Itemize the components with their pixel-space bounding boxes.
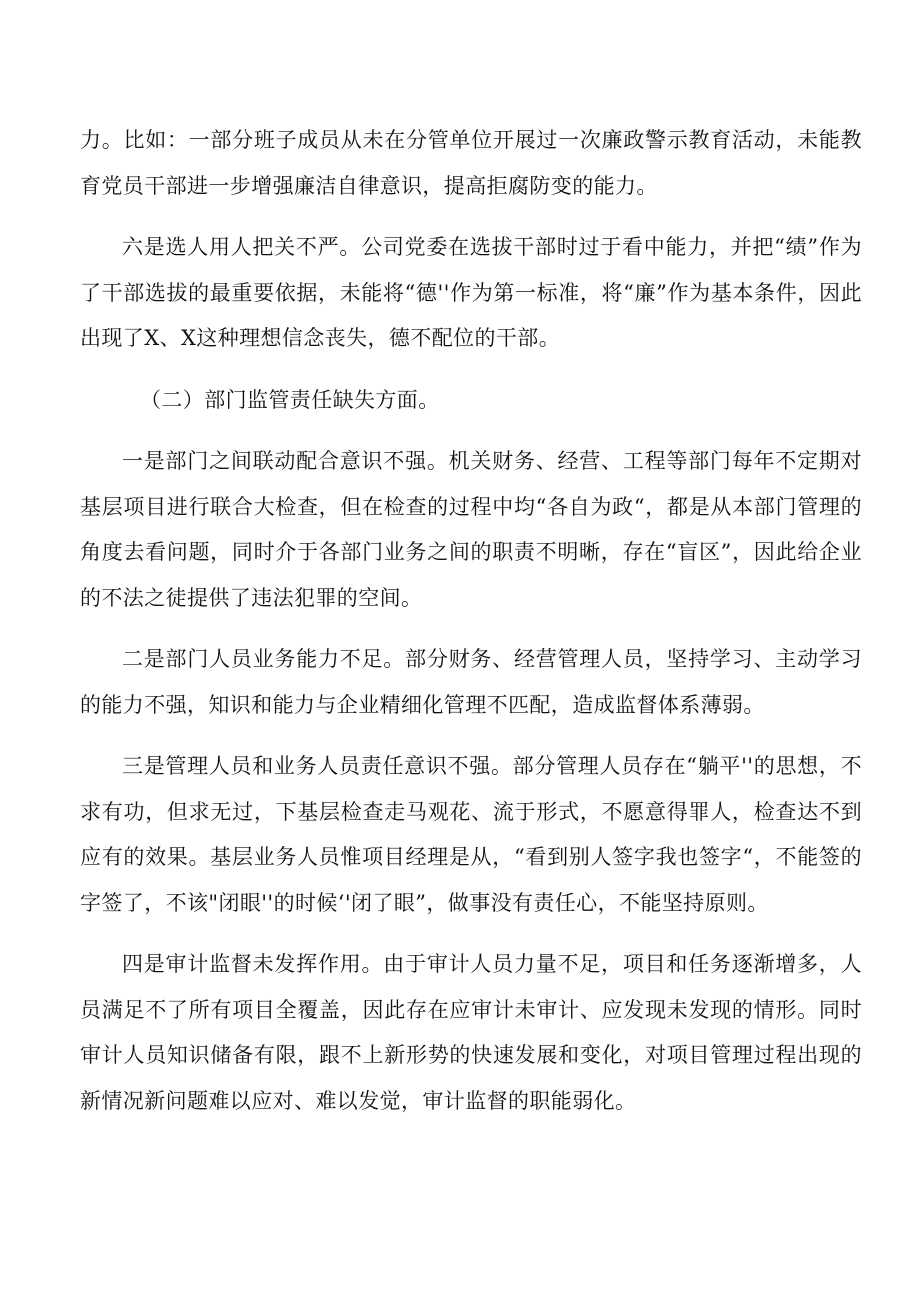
paragraph-point-four: 四是审计监督未发挥作用。由于审计人员力量不足，项目和任务逐渐增多，人员满足不了所有项目全覆盖，因此存在应审计未审计、应发现未发现的情形。同时审计人员知识储备有限，跟不上新形势的快速发展和变化，对项目管理过程出现的新情况新问题难以应对、难以发觉，审计监督的职能弱化。 (80, 952, 862, 1113)
paragraph-point-three: 三是管理人员和业务人员责任意识不强。部分管理人员存在“躺平''的思想，不求有功，但求无过，下基层检查走马观花、流于形式，不愿意得罪人，检查达不到应有的效果。基层业务人员惟项目经理是从，“看到别人签字我也签字“，不能签的字签了，不该"闭眼''的时候‘'闭了眼”，做事没有责任心，不能坚持原则。 (80, 754, 862, 915)
paragraph-point-two: 二是部门人员业务能力不足。部分财务、经营管理人员，坚持学习、主动学习的能力不强，知识和能力与企业精细化管理不匹配，造成监督体系薄弱。 (80, 647, 862, 717)
paragraph-point-one: 一是部门之间联动配合意识不强。机关财务、经营、工程等部门每年不定期对基层项目进行联合大检查，但在检查的过程中均“各自为政“，都是从本部门管理的角度去看问题，同时介于各部门业务之间的职责不明晰，存在“盲区”，因此给企业的不法之徒提供了违法犯罪的空间。 (80, 449, 862, 610)
section-heading: （二）部门监管责任缺失方面。 (140, 387, 440, 412)
document-body (80, 118, 862, 1124)
paragraph-continuation: 力。比如：一部分班子成员从未在分管单位开展过一次廉政警示教育活动，未能教育党员干部进一步增强廉洁自律意识，提高拒腐防变的能力。 (80, 128, 862, 198)
paragraph-point-six: 六是选人用人把关不严。公司党委在选拔干部时过于看中能力，并把“绩”作为了干部选拔的最重要依据，未能将“德''作为第一标准，将“廉”作为基本条件，因此出现了X、X这种理想信念丧失，德不配位的干部。 (80, 235, 862, 350)
